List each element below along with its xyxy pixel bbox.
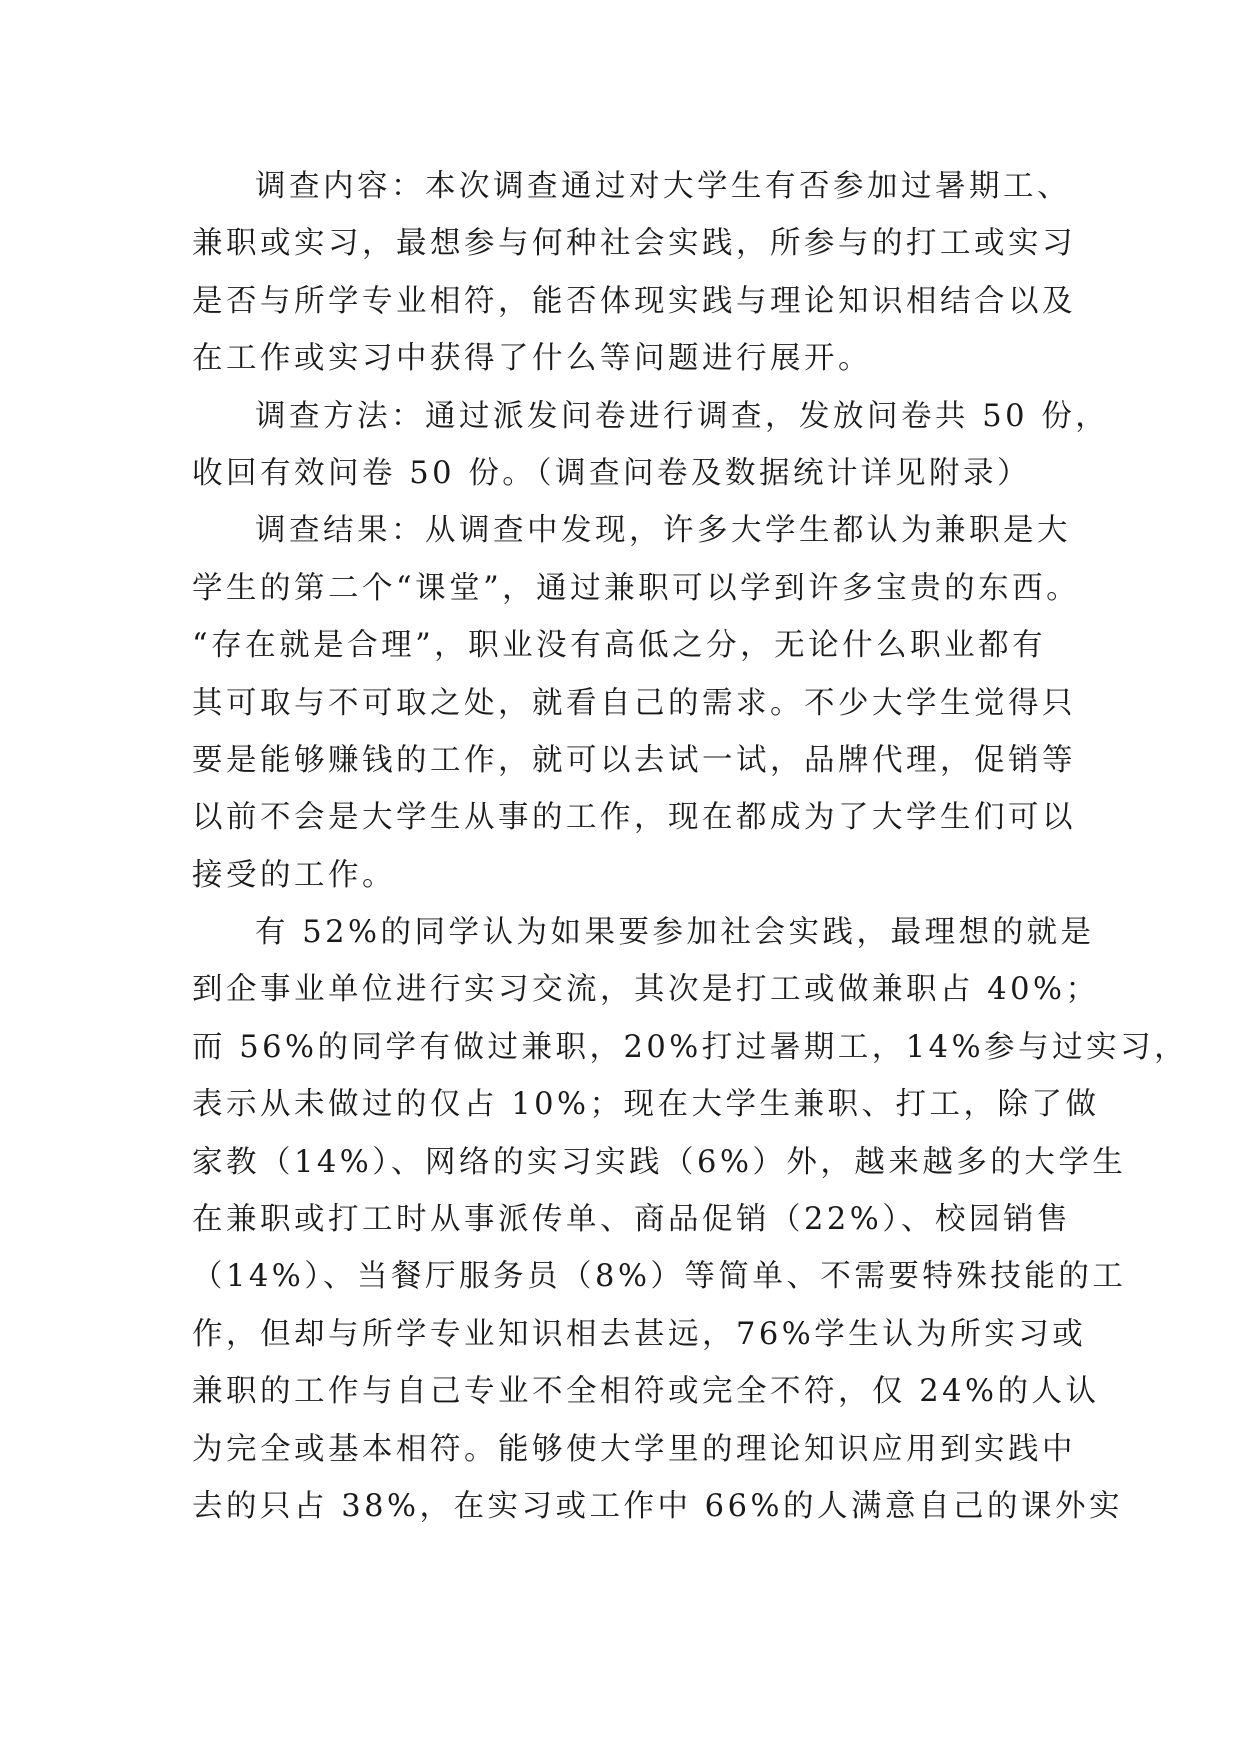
paragraph-4-line-4: 表示从未做过的仅占 10%；现在大学生兼职、打工，除了做 [192, 1087, 1100, 1123]
paragraph-3-line-6: 以前不会是大学生从事的工作，现在都成为了大学生们可以 [192, 800, 1076, 836]
paragraph-3-line-7: 接受的工作。 [192, 857, 396, 893]
paragraph-3-line-3: “存在就是合理”，职业没有高低之分，无论什么职业都有 [192, 628, 1047, 664]
paragraph-4-line-6: 在兼职或打工时从事派传单、商品促销（22%）、校园销售 [192, 1202, 1072, 1238]
paragraph-4-line-8: 作，但却与所学专业知识相去甚远，76%学生认为所实习或 [192, 1316, 1087, 1352]
paragraph-3-line-4: 其可取与不可取之处，就看自己的需求。不少大学生觉得只 [192, 685, 1076, 721]
paragraph-4-line-2: 到企事业单位进行实习交流，其次是打工或做兼职占 40%； [192, 972, 1100, 1008]
paragraph-4-line-9: 兼职的工作与自己专业不全相符或完全不符，仅 24%的人认 [192, 1374, 1100, 1410]
paragraph-3-line-2: 学生的第二个“课堂”，通过兼职可以学到许多宝贵的东西。 [192, 570, 1081, 606]
paragraph-1-line-4: 在工作或实习中获得了什么等问题进行展开。 [192, 341, 872, 377]
paragraph-4-line-11: 去的只占 38%，在实习或工作中 66%的人满意自己的课外实 [192, 1488, 1123, 1524]
paragraph-4-line-1: 有 52%的同学认为如果要参加社会实践，最理想的就是 [255, 915, 1095, 951]
document-body [192, 158, 1189, 1535]
paragraph-4-line-10: 为完全或基本相符。能够使大学里的理论知识应用到实践中 [192, 1431, 1076, 1467]
paragraph-3-line-1: 调查结果：从调查中发现，许多大学生都认为兼职是大 [255, 513, 1071, 549]
paragraph-1-line-2: 兼职或实习，最想参与何种社会实践，所参与的打工或实习 [192, 226, 1076, 262]
paragraph-1-line-3: 是否与所学专业相符，能否体现实践与理论知识相结合以及 [192, 283, 1076, 319]
paragraph-2-line-1: 调查方法：通过派发问卷进行调查，发放问卷共 50 份， [255, 398, 1110, 434]
paragraph-2-line-2: 收回有效问卷 50 份。（调查问卷及数据统计详见附录） [192, 455, 1031, 491]
paragraph-4-line-7: （14%）、当餐厅服务员（8%）等简单、不需要特殊技能的工 [192, 1259, 1127, 1295]
paragraph-1-line-1: 调查内容：本次调查通过对大学生有否参加过暑期工、 [255, 169, 1071, 204]
paragraph-3-line-5: 要是能够赚钱的工作，就可以去试一试，品牌代理，促销等 [192, 742, 1076, 778]
paragraph-4-line-3: 而 56%的同学有做过兼职，20%打过暑期工，14%参与过实习， [192, 1029, 1189, 1065]
paragraph-4-line-5: 家教（14%）、网络的实习实践（6%）外，越来越多的大学生 [192, 1144, 1127, 1180]
